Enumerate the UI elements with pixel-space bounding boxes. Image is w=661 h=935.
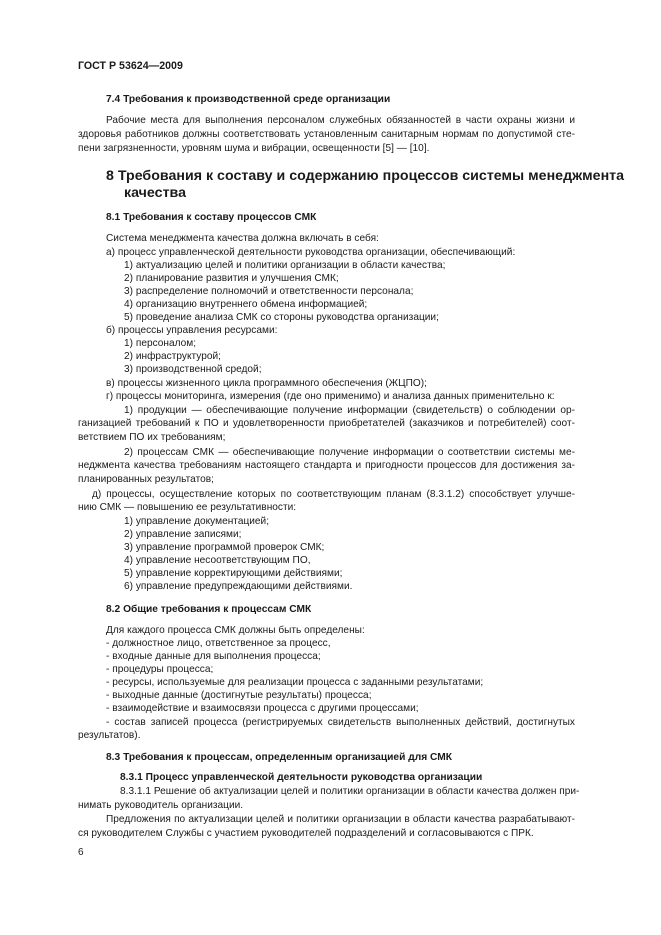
list-subitem: 5) проведение анализа СМК со стороны руководства организации; xyxy=(124,312,439,323)
list-subitem: 1) управление документацией; xyxy=(124,516,270,527)
paragraph-line: ся руководителем Службы с участием руководителей подразделений и согласовываются с ПРК. xyxy=(78,828,534,839)
list-subitem-cont: неджмента качества требованиям настоящего стандарта и пригодности процессов для достижения за- xyxy=(78,460,575,471)
list-item-v: в) процессы жизненного цикла программного обеспечения (ЖЦПО); xyxy=(106,378,427,389)
list-item: - должностное лицо, ответственное за процесс, xyxy=(106,638,331,649)
list-subitem: 2) процессам СМК — обеспечивающие получение информации о соответствии системы ме- xyxy=(124,447,575,458)
list-subitem: 1) актуализацию целей и политики организации в области качества; xyxy=(124,260,446,271)
list-subitem: 3) распределение полномочий и ответственности персонала; xyxy=(124,286,414,297)
list-subitem: 3) управление программой проверок СМК; xyxy=(124,542,325,553)
paragraph-line: Предложения по актуализации целей и политики организации в области качества разрабатывают- xyxy=(106,814,575,825)
list-subitem: 3) производственной средой; xyxy=(124,364,262,375)
list-subitem-cont: планированных результатов; xyxy=(78,474,214,485)
list-item-b: б) процессы управления ресурсами: xyxy=(106,325,278,336)
list-subitem-cont: ганизацией требований к ПО и удовлетворенности приобретателей (заказчиков и потребителей) соот- xyxy=(78,418,575,429)
list-subitem: 5) управление корректирующими действиями; xyxy=(124,568,343,579)
list-item: - состав записей процесса (регистрируемых свидетельств выполненных действий, достигнутых xyxy=(106,717,575,728)
list-subitem-cont: ветствием ПО их требованиям; xyxy=(78,432,226,443)
list-item-d: д) процессы, осуществление которых по соответствующим планам (8.3.1.2) способствует улучше- xyxy=(92,489,575,500)
list-item-a: а) процесс управленческой деятельности руководства организации, обеспечивающий: xyxy=(106,247,516,258)
list-subitem: 1) персоналом; xyxy=(124,338,197,349)
list-subitem: 6) управление предупреждающими действиями. xyxy=(124,581,353,592)
list-subitem: 4) организацию внутреннего обмена информацией; xyxy=(124,299,368,310)
section-8-1-title: 8.1 Требования к составу процессов СМК xyxy=(106,212,317,223)
list-subitem: 1) продукции — обеспечивающие получение информации (свидетельств) о соблюдении ор- xyxy=(124,405,575,416)
section-8-3-1-title: 8.3.1 Процесс управленческой деятельности руководства организации xyxy=(120,772,483,783)
list-item: - входные данные для выполнения процесса; xyxy=(106,651,321,662)
page-number: 6 xyxy=(78,847,84,858)
list-item: - взаимодействие и взаимосвязи процесса с другими процессами; xyxy=(106,703,419,714)
list-subitem: 2) инфраструктурой; xyxy=(124,351,221,362)
section-7-4-title: 7.4 Требования к производственной среде организации xyxy=(106,94,391,105)
list-intro: Для каждого процесса СМК должны быть определены: xyxy=(106,625,365,636)
document-header: ГОСТ Р 53624—2009 xyxy=(78,60,183,72)
paragraph-line: нимать руководитель организации. xyxy=(78,800,244,811)
list-intro: Система менеджмента качества должна включать в себя: xyxy=(106,233,379,244)
list-item: - процедуры процесса; xyxy=(106,664,214,675)
section-8-3-title: 8.3 Требования к процессам, определенным организацией для СМК xyxy=(106,752,453,763)
list-subitem: 2) управление записями; xyxy=(124,529,242,540)
paragraph-line: 8.3.1.1 Решение об актуализации целей и политики организации в области качества должен при- xyxy=(120,786,580,797)
section-8-2-title: 8.2 Общие требования к процессам СМК xyxy=(106,604,312,615)
paragraph-line: здоровья работников должны соответствовать установленным санитарным нормам по допустимой сте- xyxy=(78,129,575,140)
list-item-g: г) процессы мониторинга, измерения (где оно применимо) и анализа данных применительно к: xyxy=(106,391,555,402)
paragraph-line: Рабочие места для выполнения персоналом служебных обязанностей в части охраны жизни и xyxy=(106,115,575,126)
list-subitem: 4) управление несоответствующим ПО, xyxy=(124,555,311,566)
section-8-title-line1: 8 Требования к составу и содержанию процессов системы менеджмента xyxy=(106,168,625,184)
list-item-d-cont: нию СМК — повышению ее результативности: xyxy=(78,502,297,513)
list-item-cont: результатов). xyxy=(78,730,141,741)
section-8-title-line2: качества xyxy=(124,185,187,201)
list-subitem: 2) планирование развития и улучшения СМК; xyxy=(124,273,339,284)
list-item: - ресурсы, используемые для реализации процесса с заданными результатами; xyxy=(106,677,484,688)
list-item: - выходные данные (достигнутые результаты) процесса; xyxy=(106,690,372,701)
paragraph-line: пени загрязненности, уровням шума и вибрации, освещенности [5] — [10]. xyxy=(78,143,430,154)
